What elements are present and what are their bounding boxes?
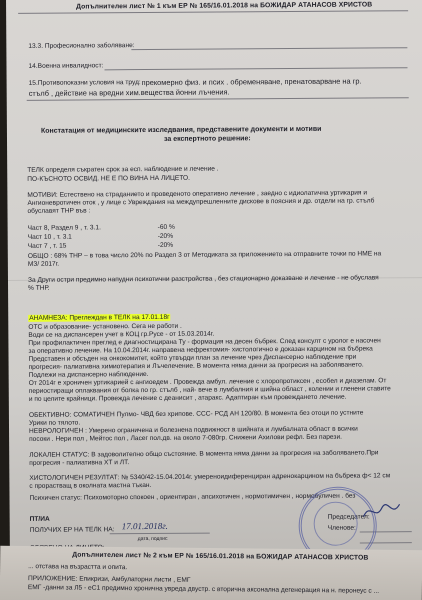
field-contraindications-value: прекомерно физ. и псих . обременяване, пренатоварване на гр. bbox=[141, 76, 362, 88]
document-sheet-1 bbox=[6, 0, 422, 564]
field-contraindications-label: 15.Противопоказни условия на труд: bbox=[28, 79, 141, 87]
local-status-text: прогресия - палиативна ХТ и ЛТ. bbox=[29, 459, 130, 467]
anamnesis-text: ОТС и образование- установено. Сега не работи . bbox=[28, 322, 182, 331]
objective-text: ОБЕКТИВНО: СОМАТИЧЕН Пулмо- ЧВД без хрипове. ССС- РСД АН 120/80. В момента без отоци по устните bbox=[28, 409, 364, 419]
field-rule bbox=[27, 97, 409, 101]
total-text-2: МЗ/ 2017г. bbox=[27, 260, 60, 268]
part-value: -60 % bbox=[157, 223, 175, 231]
ptia-label: ПТ/ИА bbox=[29, 515, 50, 523]
part-value: -20% bbox=[157, 241, 174, 249]
anamnesis-text: Подлежи на диспансерно наблюдение. bbox=[28, 371, 149, 379]
motives-text-2: Ангионевротичен оток , у лице с Увреждания на междупрешленните дискове в поясния и др. отдели на гр. стълб bbox=[27, 197, 375, 207]
sheet2-emg: ЕМГ -данни за Л5 - еС1 предимно хронична увреда двустр. с вторична аксонална дегенерация на н. перонеус с ... bbox=[27, 584, 380, 595]
part-label: Част 10 , т. 3.1 bbox=[27, 233, 72, 241]
anamnesis-text: Представен и обсъден на онкокомитет, който утвърди план за лечение чрез Диспансерно наблюдение при bbox=[28, 353, 357, 363]
part-label: Част 8, Раздел 9 , т. 3.1. bbox=[27, 224, 101, 232]
received-sub: дата, подпис bbox=[137, 535, 168, 543]
motives-text: МОТИВИ: Естествено на страданието и проведеното оперативно лечение , заедно с идиолатична уртикария и bbox=[27, 189, 368, 199]
neuro-text: НЕВРОЛОГИЧЕН : Умерено ограничена и болезнена подвижност в шийната и лумбалната област в всички bbox=[29, 425, 358, 435]
section-title: Констатация от медицинските изследвания, представените документи и мотиви bbox=[40, 125, 322, 135]
official-stamp-inner bbox=[314, 502, 358, 546]
histology-text: ХИСТОЛОГИЧЕН РЕЗУЛТАТ: № 5340/42-15.04.2014г. умереноидиференциран адренокарцином на бъбрека ф< 12 см bbox=[29, 472, 391, 482]
anamnesis-text: При профилактичен преглед е диагностицирана Ту - формация на десен бъбрек. След консулт с уролог е насочен bbox=[28, 337, 381, 347]
anamnesis-text: и по целите крайници. Провежда лечение с деанисит , атаракс. Адаптиран към провеждането лечение. bbox=[28, 393, 347, 403]
part-value: -20% bbox=[157, 232, 174, 240]
telk-note: ТЕЛК определя съкратен срок за есп. наблюдение и лечение . bbox=[27, 165, 219, 174]
chairman-label: Председател: bbox=[327, 513, 370, 521]
sheet2-attachments: ПРИЛОЖЕНИЕ: Епикризи, Амбулаторни листи , ЕМГ bbox=[27, 575, 191, 584]
motives-text-3: обуславят ТНР във : bbox=[27, 207, 91, 215]
total-text: ОБЩО : 68% ТНР – в това число 20% по Раздел 3 от Методиката за приложението на отправните точки по НМЕ на bbox=[27, 250, 382, 260]
anamnesis-text: прогресия- палиативна химиотерапия и Лъчелечение. В момента няма данни за прогресия на заболяването. bbox=[28, 361, 364, 371]
sheet2-header: Допълнителен лист № 2 към ЕР № 165/16.01.2018 на БОЖИДАР АТАНАСОВ ХРИСТОВ bbox=[72, 551, 369, 562]
sheet2-text: ... отстава на възрастта и опита. bbox=[28, 563, 128, 572]
objective-text: Урики по тялото. bbox=[28, 419, 81, 427]
total-text-3: За Други остри предимно напудни психотични разстройства , без стационарно доказване и лечение - не обуславя bbox=[27, 274, 379, 284]
received-label: ПОЛУЧИХ ЕР НА ТЕЛК НА: bbox=[29, 526, 115, 534]
local-status-text: ЛОКАЛЕН СТАТУС: В задоволително общо състояние. В момента няма данни за прогресия на заболяването.При bbox=[29, 449, 379, 459]
part-label: Част 7 , т. 15 bbox=[27, 242, 67, 250]
received-date: 17.01.2018г. bbox=[121, 520, 168, 532]
anamnesis-text: Води се на диспансерен учет в КОЦ гр.Русе - от 15.03.2014г. bbox=[28, 330, 215, 339]
anamnesis-text: периостиращи оплаквания от болка по гр. стълб , най- вече в лумбалния и шийна област , колении и гленени ставите bbox=[28, 385, 391, 395]
neuro-text: посоки . Нери пол , Мейтос пол , Ласег пол.дв. на около 7-080гр. Снижени Ахилови рефл. Без парези. bbox=[29, 433, 342, 443]
section-subtitle: за експертното решение: bbox=[163, 135, 251, 143]
field-rule bbox=[105, 67, 408, 70]
field-contraindications-value-2: стълб , действие на вредни хим.вещества йонни лъчения. bbox=[28, 87, 230, 98]
signature-scribble bbox=[362, 500, 402, 522]
field-rule bbox=[131, 47, 407, 50]
psych-status-text: Психичен статус: Психомоторно спокоен , ориентиран , апсихотичен , нормотимичен , нормобуличен . без bbox=[29, 492, 356, 502]
anamnesis-highlight: АНАМНЕЗА: Преглеждан в ТЕЛК на 17.01.18г bbox=[29, 313, 170, 322]
anamnesis-text: От 2014г е хроничен уртикарией с ангиоедем . Провежда амбул. лечение с хлоропротиксен , есобел и диазелам. От bbox=[28, 377, 387, 387]
field-occupational-disease: 13.3. Професионално заболяване: bbox=[28, 42, 135, 50]
field-military-disability: 14.Военна инвалидност: bbox=[28, 62, 104, 70]
histology-text: с прорастващ в околната мастна тъкан. bbox=[29, 481, 152, 490]
document-sheet-2 bbox=[0, 546, 422, 600]
sheet1-header: Допълнителен лист № 1 към ЕР № 165/16.01.2018 на БОЖИДАР АТАНАСОВ ХРИСТОВ bbox=[76, 1, 373, 11]
anamnesis-heading bbox=[28, 314, 170, 323]
members-label: Членове: bbox=[327, 524, 356, 532]
anamnesis-text: за оперативно лечение. На 10.04.2014г. направена нефректомия- хистологично е доказан карцином на бъбрека bbox=[28, 345, 373, 355]
total-text-4: % ТНР. bbox=[28, 284, 50, 292]
telk-note-2: ПО-КЪСНОТО ОСВИД. НЕ Е ПО ВИНА НА ЛИЦЕТО. bbox=[27, 174, 191, 183]
